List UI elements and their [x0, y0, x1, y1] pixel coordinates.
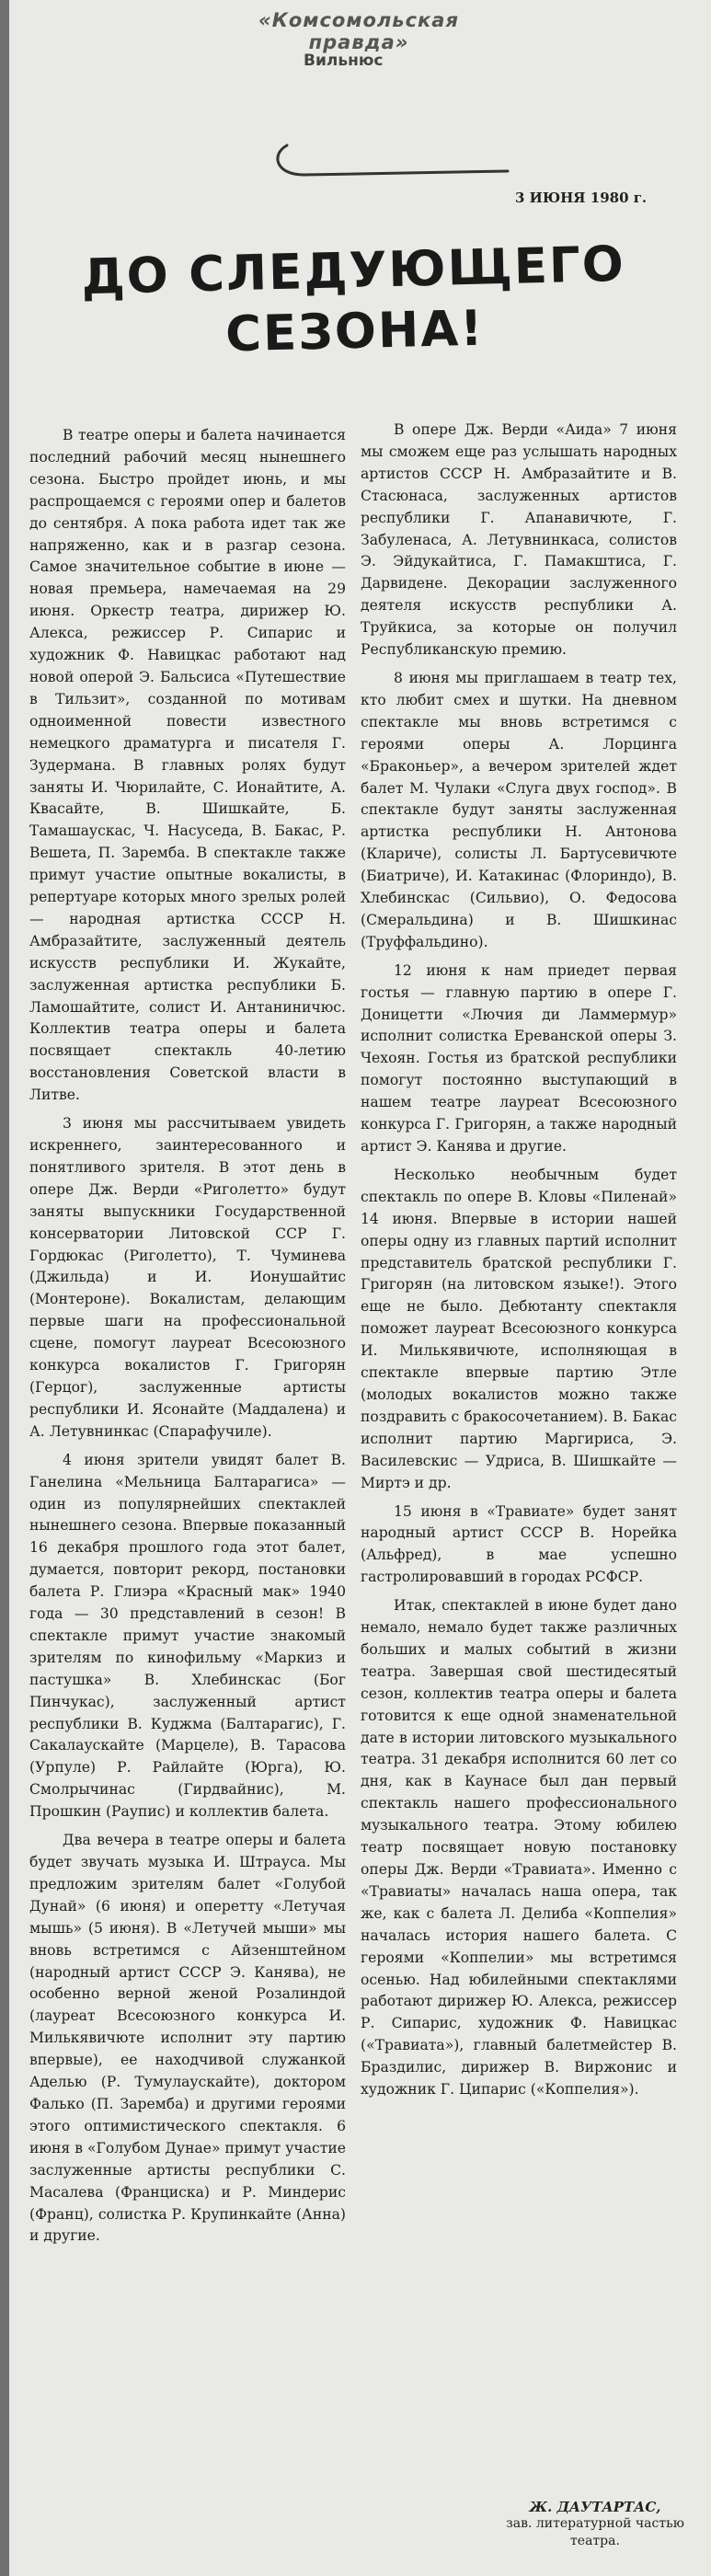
handwritten-mark: [267, 138, 515, 180]
paragraph: 8 июня мы приглашаем в театр тех, кто любит смех и шутки. На дневном спектакле мы вновь встретимся с героями оперы А. Лорцинга «Браконьер», а вечером зрителей ждет балет М. Чулаки «Слуга двух господ». В спектакле будут заняты заслуженная артистка республики Н. Антонова (Клариче), солисты Л. Бартусевичюте (Биатриче), И. Катакинас (Флориндо), В. Хлебинскас (Сильвио), О. Федосова (Смеральдина) и В. Шишкинас (Труффальдино).: [361, 669, 677, 950]
paragraph: Несколько необычным будет спектакль по опере В. Кловы «Пиленай» 14 июня. Впервые в истории нашей оперы одну из главных партий исполнит представитель братской республики Г. Григорян (на литовском языке!). Этого еще не было. Дебютанту спектакля поможет лауреат Всесоюзного конкурса И. Милькявичюте, исполняющая в спектакле впервые партию Этле (молодых вокалистов можно также поздравить с бракосочетанием). В. Бакас исполнит партию Маргириса, Э. Василевскис — Удриса, В. Шишкайте — Миртэ и др.: [361, 1166, 677, 1491]
place-stamp: Вильнюс: [304, 52, 384, 70]
clipping-edge: [0, 0, 9, 2576]
paragraph: 3 июня мы рассчитываем увидеть искреннего, заинтересованного и понятливого зрителя. В этот день в опере Дж. Верди «Риголетто» будут заняты выпускники Государственной консерватории Литовской ССР Г. Гордюкас (Риголетто), Т. Чуминева (Джильда) и И. Ионушайтис (Монтероне). Вокалистам, делающим первые шаги на профессиональной сцене, помогут лауреат Всесоюзного конкурса вокалистов Г. Григорян (Герцог), заслуженные артисты республики И. Ясонайте (Маддалена) и А. Летувнинкас (Спарафучиле).: [29, 1115, 346, 1440]
paragraph: В опере Дж. Верди «Аида» 7 июня мы сможем еще раз услышать народных артистов СССР Н. Амбразайтите и В. Стасюнаса, заслуженных артистов республики Г. Апанавичюте, Г. Забуленаса, А. Летувнинкаса, солистов Э. Эйдукайтиса, Г. Памакштиса, Г. Дарвидене. Декорации заслуженного деятеля искусств республики А. Труйкиса, за которые он получил Республиканскую премию.: [361, 421, 677, 659]
author-role: зав. литературной частью театра.: [506, 2516, 684, 2548]
article-headline: ДО СЛЕДУЮЩЕГО СЕЗОНА!: [80, 236, 626, 363]
signature-block: [499, 2499, 692, 2550]
issue-date: 3 ИЮНЯ 1980 г.: [515, 190, 648, 206]
author-name: Ж. ДАУТАРТАС,: [529, 2499, 661, 2515]
paragraph: Итак, спектаклей в июне будет дано немало, немало будет также различных больших и малых событий в жизни театра. Завершая свой шестидесятый сезон, коллектив театра оперы и балета готовится к еще одной знаменательной дате в истории литовского музыкального театра. 31 декабря исполнится 60 лет со дня, как в Каунасе был дан первый спектакль нашего профессионального музыкального театра. Этому юбилею театр посвящает новую постановку оперы Дж. Верди «Травиата». Именно с «Травиаты» началась наша опера, так же, как с балета Л. Делиба «Коппелия» началась история нашего балета. С героями «Коппелии» мы встретимся осенью. Над юбилейными спектаклями работают дирижер Ю. Алекса, режиссер Р. Сипарис, художник Ф. Навицкас («Травиата»), главный балетмейстер В. Браздилис, дирижер В. Виржонис и художник Г. Ципарис («Коппелия»).: [361, 1597, 677, 2099]
paragraph: 12 июня к нам приедет первая гостья — главную партию в опере Г. Доницетти «Лючия ди Ламмермур» исполнит солистка Ереванской оперы З. Чехоян. Гостья из братской республики помогут постоянно выступающий в нашем театре лауреат Всесоюзного конкурса Г. Григорян, а также народный артист Э. Канява и другие.: [361, 961, 677, 1155]
article-column-left: [29, 425, 346, 2254]
paragraph: Два вечера в театре оперы и балета будет звучать музыка И. Штрауса. Мы предложим зрителям балет «Голубой Дунай» (6 июня) и оперетту «Летучая мышь» (5 июня). В «Летучей мыши» мы вновь встретимся с Айзенштейном (народный артист СССР Э. Канява), не особенно верной женой Розалиндой (лауреат Всесоюзного конкурса И. Милькявичюте исполнит эту партию впервые), ее находчивой служанкой Аделью (Р. Тумулаускайте), доктором Фалько (П. Заремба) и другими героями этого оптимистического спектакля. 6 июня в «Голубом Дунае» примут участие заслуженные артисты республики С. Масалева (Франциска) и Р. Миндерис (Франц), солистка Р. Крупинкайте (Анна) и другие.: [29, 1832, 346, 2245]
article-column-right: [361, 420, 677, 2108]
paragraph: 15 июня в «Травиате» будет занят народный артист СССР В. Норейка (Альфред), в мае успешно гастролировавший в городах РСФСР.: [361, 1502, 677, 1586]
paragraph: 4 июня зрители увидят балет В. Ганелина «Мельница Балтарагиса» — один из популярнейших спектаклей нынешнего сезона. Впервые показанный 16 декабря прошлого года этот балет, думается, повторит рекорд, постановки балета Р. Глиэра «Красный мак» 1940 года — 30 представлений в сезон! В спектакле примут участие знакомый зрителям по кинофильму «Маркиз и пастушка» В. Хлебинскас (Бог Пинчукас), заслуженный артист республики В. Куджма (Балтарагис), Г. Сакалаускайте (Марцеле), В. Тарасова (Урпуле) Р. Райлайте (Юрга), Ю. Смолрычинас (Гирдвайнис), М. Прошкин (Раупис) и коллектив балета.: [29, 1451, 346, 1821]
paragraph: В театре оперы и балета начинается последний рабочий месяц нынешнего сезона. Быстро пройдет июнь, и мы распрощаемся с героями опер и балетов до сентября. А пока работа идет так же напряженно, как и в разгар сезона. Самое значительное событие в июне — новая премьера, намечаемая на 29 июня. Оркестр театра, дирижер Ю. Алекса, режиссер Р. Сипарис и художник Ф. Навицкас работают над новой оперой Э. Бальсиса «Путешествие в Тильзит», созданной по мотивам одноименной повести известного немецкого драматурга и писателя Г. Зудермана. В главных ролях будут заняты И. Чюрилайте, С. Ионайтите, А. Квасайте, В. Шишкайте, Б. Тамашаускас, Ч. Насуседа, В. Бакас, Р. Вешета, П. Заремба. В спектакле также примут участие опытные вокалисты, в репертуаре которых много зрелых ролей — народная артистка СССР Н. Амбразайтите, заслуженный деятель искусств республики И. Жукайте, заслуженная артистка республики Б. Ламошайтите, солист И. Антаниничюс. Коллектив театра оперы и балета посвящает спектакль 40-летию восстановления Советской власти в Литве.: [29, 427, 346, 1104]
masthead-stamp: «Комсомольская правда»: [258, 9, 459, 53]
